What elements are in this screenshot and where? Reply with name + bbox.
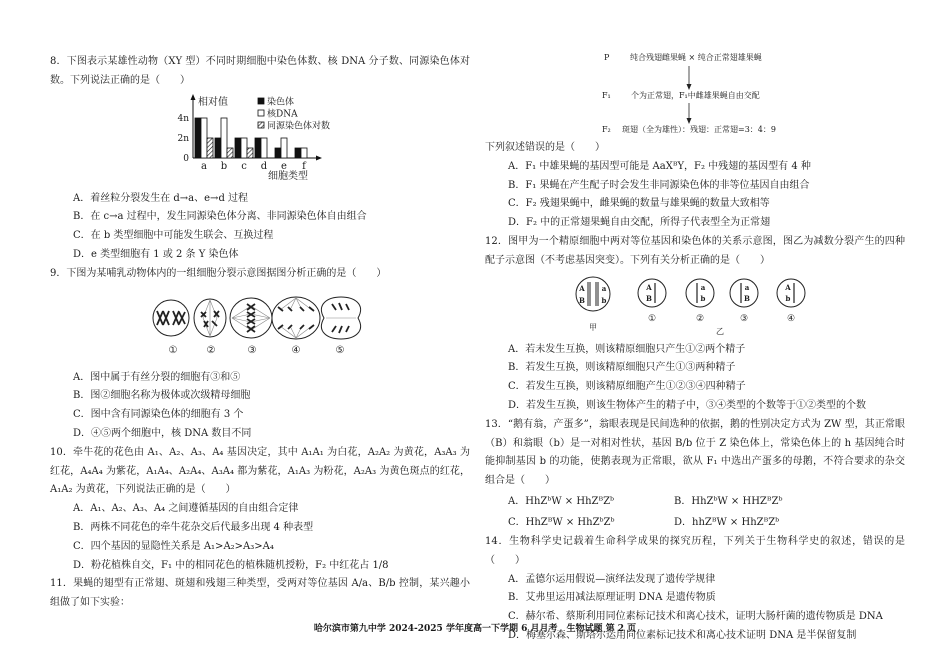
gamete-4-gene-2: b — [785, 293, 791, 303]
q9-option-b: B．图②细胞名称为极体或次级精母细胞 — [73, 390, 251, 402]
parent-figure-label: 甲 — [589, 322, 597, 332]
q9-option-a: A．图中属于有丝分裂的细胞有③和⑤ — [73, 371, 241, 383]
cell-label-1: ① — [168, 344, 178, 356]
x-axis-label: 细胞类型 — [268, 170, 308, 182]
q11-stem: 11．果蝇的翅型有正常翅、斑翅和残翅三种类型，受两对等位基因 A/a、B/b 控制，某兴趣小组做了如下实验： — [50, 578, 470, 609]
bar-c-series-1 — [235, 138, 241, 158]
gamete-label-4: ④ — [786, 313, 796, 324]
gamete-3-gene-1: a — [744, 282, 750, 292]
q12-stem: 12．图甲为一个精原细胞中两对等位基因和染色体的关系示意图，图乙为减数分裂产生的四种配子示意图（不考虑基因突变）。下列有关分析正确的是（ ） — [485, 235, 905, 266]
q8-bar-chart — [168, 93, 348, 183]
bar-f-series-2 — [301, 148, 307, 158]
bar-b-series-2 — [221, 118, 227, 158]
q10-stem: 10．牵牛花的花色由 A₁、A₂、A₃、A₄ 基因决定，其中 A₁A₁ 为白花，A₂A₂ 为黄花，A₃A₃ 为红花，A₄A₄ 为紫花，A₁A₄、A₂A₄、A₃A₄ 都为紫花，A₁A₃ 为粉花，A₂A₃ 为黄色斑点的红花，A₁A₂ 为黄花，下列说法正确的是（ ） — [50, 446, 470, 496]
gamete-1-gene-2: B — [646, 293, 652, 303]
category-label-a: a — [201, 160, 207, 172]
q11-option-d: D．F₂ 中的正常翅果蝇自由交配，所得子代表型全为正常翅 — [508, 217, 771, 229]
cross-f1-text: 个为正常翅，F₁中雌雄果蝇自由交配 — [631, 91, 760, 100]
q13-option-b: B．HhZᵇW × HHZᴮZᵇ — [674, 495, 783, 507]
gamete-2-gene-1: a — [700, 282, 706, 292]
y-tick-label-3: 0 — [183, 153, 189, 164]
q11-cross-diagram — [485, 48, 905, 139]
cross-p-text: 纯合残翅雌果蝇 × 纯合正常翅雄果蝇 — [630, 53, 762, 62]
cell-label-2: ② — [206, 344, 216, 356]
q9-option-c: C．图中含有同源染色体的细胞有 3 个 — [73, 409, 244, 421]
category-label-f: f — [302, 160, 306, 172]
bar-e-series-1 — [275, 148, 281, 158]
q12-option-b: B．若发生互换，则该精原细胞只产生①③两种精子 — [508, 362, 736, 374]
parent-cell-diagram — [576, 277, 610, 311]
gamete-diagram-1 — [638, 279, 666, 307]
parent-gene-right-2: b — [601, 295, 607, 305]
legend-swatch-3 — [258, 122, 264, 128]
cell-label-5: ⑤ — [335, 344, 345, 356]
page-footer: 哈尔滨市第九中学 2024-2025 学年度高一下学期 6 月月考 生物试题 第 2 页 — [313, 624, 637, 634]
q9-cell-figure — [50, 284, 470, 369]
q11-option-a: A．F₁ 中雄果蝇的基因型可能是 AaXᴮY，F₂ 中残翅的基因型有 4 种 — [508, 160, 811, 172]
y-axis-arrow-icon — [191, 94, 196, 100]
q11-option-b: B．F₁ 果蝇在产生配子时会发生非同源染色体的非等位基因自由组合 — [508, 179, 810, 191]
legend-swatch-1 — [258, 98, 264, 104]
legend-swatch-2 — [258, 110, 264, 116]
bar-f-series-1 — [295, 148, 301, 158]
bar-b-series-3 — [227, 148, 233, 158]
q8-option-d: D．e 类型细胞有 1 或 2 条 Y 染色体 — [73, 248, 239, 260]
q8-stem: 8．下图表示某雄性动物（XY 型）不同时期细胞中染色体数、核 DNA 分子数、同源染色体对数。下列说法正确的是（ ） — [50, 56, 470, 86]
q11-question: 下列叙述错误的是（ ） — [485, 142, 605, 153]
category-label-d: d — [260, 160, 268, 172]
category-label-b: b — [220, 160, 228, 172]
bar-a-series-2 — [201, 118, 207, 158]
q12-option-d: D．若发生互换，则该生物体产生的精子中，③④类型的个数等于①②类型的个数 — [508, 399, 867, 411]
category-label-e: e — [281, 160, 287, 172]
gamete-1-gene-1: A — [646, 282, 652, 292]
gamete-2-gene-2: b — [700, 293, 706, 303]
right-column — [485, 48, 905, 646]
parent-gene-left-1: A — [579, 283, 585, 293]
y-tick-label-2: 2n — [177, 133, 189, 144]
bar-e-series-2 — [281, 138, 287, 158]
left-column — [50, 53, 470, 613]
cell-diagram-4-icon — [272, 297, 320, 339]
q13-options-row-1 — [485, 491, 905, 512]
gamete-diagram-4 — [777, 279, 805, 307]
q14-stem: 14．生物科学史记载着生命科学成果的探究历程，下列关于生物科学史的叙述，错误的是（ ） — [485, 535, 905, 566]
q12-option-c: C．若发生互换，则该精原细胞产生①②③④四种精子 — [508, 381, 746, 393]
cell-diagram-2-icon — [194, 299, 226, 337]
y-tick-label-1: 4n — [177, 113, 189, 124]
cell-label-3: ③ — [247, 344, 257, 356]
q11-option-c: C．F₂ 残翅果蝇中，雌果蝇的数量与雄果蝇的数量大致相等 — [508, 198, 770, 210]
q12-figure — [485, 271, 905, 341]
q8-option-b: B．在 c→a 过程中，发生同源染色体分离、非同源染色体自由组合 — [73, 211, 367, 223]
q12-option-a: A．若未发生互换，则该精原细胞只产生①②两个精子 — [508, 343, 746, 355]
q8-chart-figure — [50, 91, 470, 190]
q8-option-c: C．在 b 类型细胞中可能发生联会、互换过程 — [73, 230, 274, 242]
cross-f2-text: 斑翅（全为雄性）：残翅：正常翅=3：4：9 — [622, 125, 776, 134]
cross-f1-label: F₁ — [602, 91, 611, 100]
q13-option-c: C．HhZᴮW × HhZᵇZᵇ — [508, 516, 615, 528]
x-axis-arrow-icon — [316, 155, 322, 160]
bar-d-series-1 — [255, 138, 261, 158]
cross-p-label: P — [604, 53, 610, 62]
cell-label-4: ④ — [291, 344, 301, 356]
bar-a-series-3 — [207, 138, 213, 158]
q14-option-c: C．赫尔希、蔡斯利用同位素标记技术和离心技术，证明大肠杆菌的遗传物质是 DNA — [508, 611, 883, 623]
gamete-label-1: ① — [647, 313, 657, 324]
q9-option-d: D．④⑤两个细胞中，核 DNA 数目不同 — [73, 427, 252, 439]
q12-cell-diagrams — [570, 272, 810, 336]
bar-c-series-3 — [247, 148, 253, 158]
gamete-3-gene-2: B — [744, 293, 750, 303]
q13-options-row-2 — [485, 512, 905, 533]
gamete-diagram-2 — [686, 279, 714, 307]
q13-stem: 13．“鹅有翁，产蛋多”，翁眼表现是民间选种的依据，鹅的性别决定方式为 ZW 型，其正常眼（B）和翁眼（b）是一对相对性状，基因 B/b 位于 Z 染色体上，常染色体上的 h 基因纯合时能抑制基因 b 的功能，使鹅表现为正常眼，欲从 F₁ 中选出产蛋多的母鹅，不符合要求的杂交组合是（ ） — [485, 418, 905, 487]
legend-label-3: 同源染色体对数 — [267, 121, 331, 132]
q10-option-c: C．四个基因的显隐性关系是 A₁>A₂>A₃>A₄ — [73, 540, 274, 552]
q8-option-a: A．着丝粒分裂发生在 d→a、e→d 过程 — [73, 192, 249, 204]
gamete-diagram-3 — [730, 279, 758, 307]
arrow-down-icon — [687, 103, 692, 124]
bar-a-series-1 — [195, 118, 201, 158]
cell-diagram-3-icon — [230, 298, 272, 338]
legend-label-1: 染色体 — [267, 97, 295, 108]
y-axis-label: 相对值 — [198, 96, 228, 108]
cell-diagram-1-icon — [153, 300, 189, 336]
bar-b-series-1 — [215, 138, 221, 158]
q14-option-b: B．艾弗里运用减法原理证明 DNA 是遗传物质 — [508, 592, 716, 604]
parent-gene-left-2: B — [579, 295, 585, 305]
q9-cell-diagrams — [148, 290, 368, 360]
cross-f2-label: F₂ — [602, 125, 611, 134]
q14-option-a: A．孟德尔运用假说—演绎法发现了遗传学规律 — [508, 573, 716, 585]
cell-diagram-5-icon — [321, 297, 360, 339]
legend-label-2: 核DNA — [267, 109, 298, 120]
arrow-down-icon — [687, 66, 692, 90]
gametes-figure-label: 乙 — [716, 326, 724, 336]
gamete-label-2: ② — [695, 313, 705, 324]
q14-option-d: D．梅塞尔森、斯塔尔运用同位素标记技术和离心技术证明 DNA 是半保留复制 — [508, 629, 857, 641]
q10-option-a: A．A₁、A₂、A₃、A₄ 之间遵循基因的自由组合定律 — [73, 503, 299, 515]
gamete-label-3: ③ — [739, 313, 749, 324]
gamete-4-gene-1: A — [785, 282, 791, 292]
bar-d-series-2 — [261, 138, 267, 158]
bar-c-series-2 — [241, 138, 247, 158]
cross-arrows — [679, 62, 699, 142]
parent-gene-right-1: a — [601, 283, 607, 293]
category-label-c: c — [241, 160, 247, 172]
q9-stem: 9．下图为某哺乳动物体内的一组细胞分裂示意图据图分析正确的是（ ） — [50, 267, 387, 279]
q10-option-b: B．两株不同花色的牵牛花杂交后代最多出现 4 种表型 — [73, 521, 314, 533]
q13-option-d: D．hhZᴮW × HhZᴮZᵇ — [674, 516, 780, 528]
q13-option-a: A．HhZᵇW × HhZᴮZᵇ — [508, 495, 615, 507]
q10-option-d: D．粉花植株自交，F₁ 中的相同花色的植株随机授粉，F₂ 中红花占 1/8 — [73, 559, 389, 571]
